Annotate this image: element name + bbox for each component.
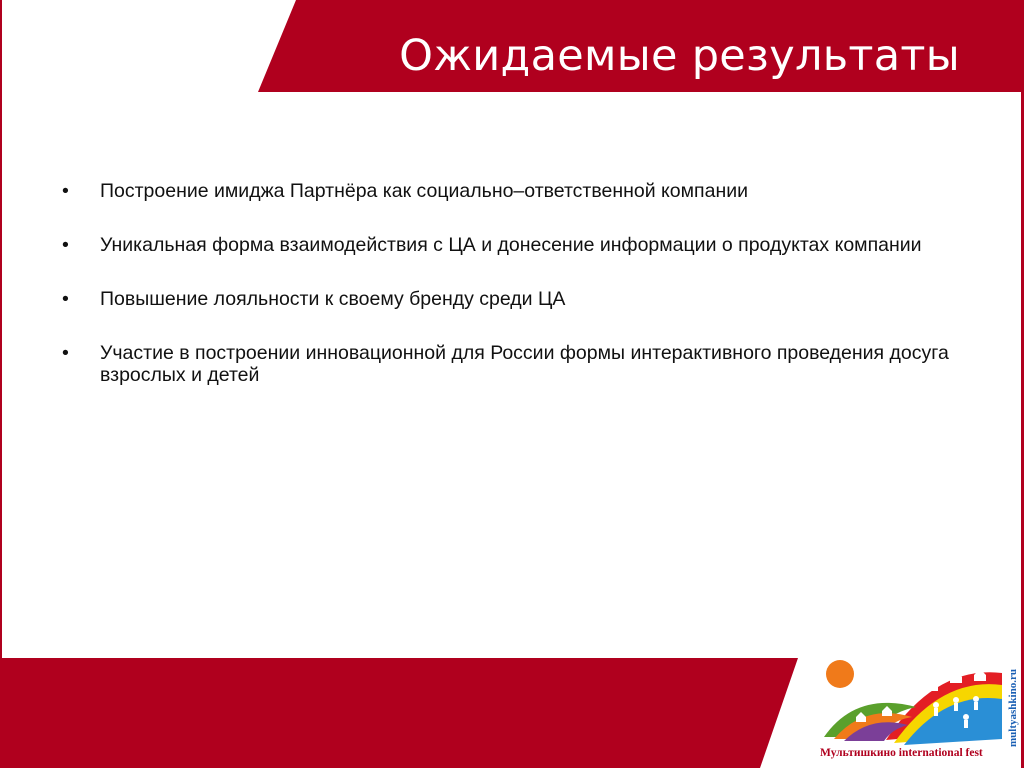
bullet-item [62, 234, 972, 256]
bullet-item [62, 288, 972, 310]
bullet-marker: • [62, 180, 69, 202]
bullet-text: Уникальная форма взаимодействия с ЦА и донесение информации о продуктах компании [100, 234, 922, 256]
festival-logo [816, 655, 1020, 765]
bullet-list [62, 180, 972, 418]
bullet-text: Участие в построении инновационной для России формы интерактивного проведения досуга взрослых и детей [100, 342, 949, 386]
sun-shape [826, 660, 854, 688]
bullet-marker: • [62, 234, 69, 256]
logo-caption: Мультишкино international fest [820, 747, 983, 759]
bottom-banner [0, 658, 798, 768]
bullet-text: Построение имиджа Партнёра как социально–ответственной компании [100, 180, 748, 202]
logo-site: multyashkino.ru [1007, 669, 1019, 747]
bullet-text: Повышение лояльности к своему бренду среди ЦА [100, 288, 566, 310]
bullet-marker: • [62, 288, 69, 310]
bullet-item [62, 342, 972, 386]
left-border [0, 0, 2, 768]
bullet-marker: • [62, 342, 69, 364]
slide-title: Ожидаемые результаты [399, 31, 960, 81]
bullet-item [62, 180, 972, 202]
